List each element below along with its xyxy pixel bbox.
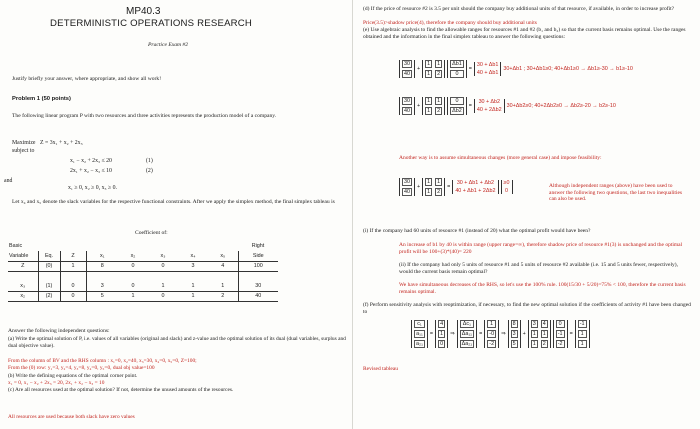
course-title: DETERMINISTIC OPERATIONS RESEARCH [50,18,253,29]
side-header: Side [238,251,278,261]
cell: 8 [86,261,118,271]
answer-a-2: From the (0) row: y₁=3, y₂=4, y₃=8, y₄=0, y₅=0, dual obj value=100 [8,365,155,371]
cell: 30 [404,98,410,104]
plus-sign: + [417,103,421,109]
range-b1-work [399,60,633,78]
variable-header: Variable [8,251,38,261]
cell: Δc₁ [460,320,475,328]
zero-vector [501,180,513,194]
cell: 1 [532,341,536,347]
cell: 3 [532,321,536,327]
range-b1-result: 30+Δb1 ; 30+Δb1≥0; 40+Δb1≥0 → Δb1≥-30 → b1≥-10 [503,66,633,72]
cell: 0 [148,261,178,271]
cell: 1 [178,281,208,291]
eq-num: (0) [38,261,60,271]
old-column-vector [508,320,521,348]
question-b: (b) Write the defining equations of the optimal corner point. [8,373,138,379]
cell: 30 [404,61,410,67]
cell: 0 [118,261,148,271]
cell: a₁₁ [414,330,425,338]
answer-i: An increase of b1 by 40 is within range (upper range=∞), therefore shadow price of resource #1(3) is unchanged and the optimal profit will be 100+(3)*(40)= 220 [399,242,683,255]
questions-heading: Answer the following independent questions: [8,328,110,334]
table-row [8,291,278,301]
cell: 1 [427,179,431,185]
cell: 40 + 2Δb2 [476,107,502,113]
revised-tableau-label: Revised tableau [363,366,398,372]
cell: 2 [542,341,546,347]
cell: ≥0 [503,180,510,186]
cell: 30 [404,179,410,185]
exam-title: Practice Exam #2 [148,42,189,48]
cell: 1 [437,179,441,185]
objective-function: Z = 3x₁ + x₂ + 2x₃ [40,140,83,146]
cell: 1 [578,330,587,338]
cell: 0 [440,341,444,347]
cell: 0 [118,281,148,291]
simultaneous-note: Another way is to assume simultaneous changes (more general case) and impose feasibility: [399,155,602,161]
result-vector [474,62,501,76]
delta-coef-vector [457,320,478,348]
answer-ii: We have simultaneous decreases of the RHS, so let's use the 100% rule. 100(15/30 + 5/20)=75% < 100, therefore the current basis remains optimal. [399,282,686,295]
arrow: ⇒ [501,331,506,337]
rhs-vector [399,97,415,115]
problem-intro: The following linear program P with two resources and three activities represents the production model of a company. [12,113,277,119]
col-header: x₂ [118,251,148,261]
delta-values-vector [484,320,499,348]
answer-d: Price(3.5)>shadow price(4), therefore the company should buy additional units [363,20,537,26]
cell: a₂₁ [416,341,423,347]
question-c: (c) Are all resources used at the optimal solution? If not, determine the unused amounts of the resources. [8,387,234,393]
cell: 5 [512,341,516,347]
result-vector [452,180,498,194]
cell: 1 [427,108,431,114]
cell: -2 [557,341,563,347]
cell: 30 + Δb1 [476,62,499,68]
cell: 1 [427,189,431,195]
equals-sign: = [468,66,472,72]
basic-var: x₂ [8,291,38,301]
final-tableau [8,241,278,302]
equals-sign: = [447,184,451,190]
multiplier-matrix [528,320,551,348]
table-row [8,281,278,291]
b-inverse [422,178,445,196]
constraint-2-number: (2) [146,168,153,174]
new-column-vector [575,320,590,348]
cell: 4 [542,321,546,327]
cell: 3 [178,261,208,271]
subject-to-label: subject to [12,148,35,154]
cell: 0 [148,291,178,301]
cell: -1 [579,321,585,327]
cell: 40 [404,71,410,77]
linear-program [12,139,212,194]
course-code: MP40.3 [126,6,161,17]
b-inverse [422,97,445,115]
cell: 1 [148,281,178,291]
question-f: (f) Perform sensitivity analysis with reoptimization, if necessary, to find the new optimal solution if the coefficients of activity #1 have been changed to [363,302,691,315]
plus-sign: + [417,184,421,190]
simultaneous-work [399,178,513,196]
cell: 1 [532,331,536,337]
col-header: x₄ [178,251,208,261]
cell: 40 [404,108,410,114]
cell: 2 [437,71,441,77]
cell: 1 [427,98,431,104]
rhs: 100 [238,261,278,271]
cell: 1 [542,331,546,337]
constraint-1-number: (1) [146,158,153,164]
cell: 2 [437,108,441,114]
eq-num: (1) [38,281,60,291]
independent-ranges-note: Although independent ranges (above) have been used to answer the following two questions, the last two inequalities can also be used. [549,183,683,203]
cell: 30 + Δb2 [478,99,501,105]
delta-vector [447,97,467,115]
cell: c₁ [414,320,425,328]
cell: 5 [86,291,118,301]
nonnegativity: x₁ ≥ 0, x₂ ≥ 0, x₃ ≥ 0. [68,185,117,191]
cell: 1 [118,291,148,301]
equals-sign: = [468,103,472,109]
delta-vector [447,60,467,78]
range-b2-result: 30+Δb2≥0; 40+2Δb2≥0 → Δb2≥-20 → b2≥-10 [506,103,616,109]
col-header: Z [60,251,86,261]
and-label: and [4,178,13,184]
cell: Δa₁₁ [460,330,475,338]
cell: -1 [557,331,563,337]
equals-sign: = [479,331,483,337]
cell: Δb2 [452,108,462,114]
coef-vector [411,320,428,348]
slack-description: Let x₄ and x₅ denote the slack variables for the respective functional constraints. After we apply the simplex method, the final simplex tableau is [12,199,335,205]
cell: 1 [427,71,431,77]
cell: 0 [60,281,86,291]
cell: 1 [60,261,86,271]
question-d: (d) If the price of resource #2 is 3.5 per unit should the company buy additional units of that resource, if available, in order to increase profit? [363,6,675,12]
range-b2-work [399,97,616,115]
cell: -2 [489,341,495,347]
cell: 3 [512,331,516,337]
coefficient-change-work [411,320,590,348]
cell: 0 [556,320,565,328]
cell: 1 [487,320,496,328]
cell: 8 [512,321,516,327]
constraint-2: 2x₁ + x₂ − x₃ ≤ 10 [70,168,112,174]
result-vector [474,99,505,113]
cell: 30 + Δb1 + Δb2 [456,180,494,186]
answer-c: All resources are used because both slack have zero values [8,414,135,420]
basic-var: Z [8,261,38,271]
rhs: 40 [238,291,278,301]
answer-a-1: From the column of BV and the RHS column : x₁=0, x₂=40, x₃=30, x₄=0, x₅=0, Z=100; [8,358,197,364]
change-vector [553,320,568,348]
cell: 0 [505,188,508,194]
cell: Δb1 [452,61,462,67]
equals-sign: = [569,331,573,337]
equals-sign: = [429,331,434,337]
cell: 40 + Δb1 [476,70,499,76]
rhs-vector [399,60,415,78]
question-ii: (ii) If the company had only 5 units of resource #1 and 5 units of resource #2 available (i.e. 15 and 5 units fewer, respectively), would the current basis remain optimal? [399,262,678,275]
cell: 1 [437,61,441,67]
constraint-1: x₁ − x₂ + 2x₃ ≤ 20 [70,158,112,164]
eq-num: (2) [38,291,60,301]
rhs-vector [399,178,415,196]
eq-header: Eq. [38,251,60,261]
answer-b: x₁ = 0, x₁ − x₂ + 2x₃ = 20, 2x₁ + x₂ − x₃ = 10 [8,380,105,386]
cell: 0 [450,97,464,105]
cell: 4 [208,261,238,271]
cell: 40 + Δb1 + 2Δb2 [455,188,496,194]
cell: 3 [86,281,118,291]
new-coef-vector [435,320,448,348]
cell: 1 [437,98,441,104]
cell: 2 [208,291,238,301]
cell: 1 [208,281,238,291]
cell: 0 [450,70,464,78]
col-header: x₁ [86,251,118,261]
basic-header: Basic [9,243,23,249]
maximize-label: Maximize [12,140,36,146]
cell: 1 [440,331,444,337]
problem-heading: Problem 1 (50 points) [12,96,71,102]
instructions: Justify briefly your answer, where appropriate, and show all work! [12,76,162,82]
right-header: Right [251,243,265,249]
arrow: ⇒ [450,331,455,337]
coefficient-label: Coefficient of: [135,230,168,236]
question-i: (i) If the company had 60 units of resource #1 (instead of 20) what the optimal profit would have been? [363,228,591,234]
plus-sign: + [417,66,421,72]
cell: 0 [60,291,86,301]
cell: 40 [404,189,410,195]
cell: 1 [427,61,431,67]
plus-sign: + [522,331,526,337]
question-e: (e) Use algebraic analysis to find the allowable ranges for resources #1 and #2 (b₁ and b₂) so that the current basis remains optimal. Use the ranges obtained and the information in the final simplex tableau to answer the following questions: [363,27,686,40]
cell: 1 [578,340,587,348]
rhs: 30 [238,281,278,291]
question-a: (a) Write the optimal solution of P, i.e. values of all variables (original and slack) and z-value and the optimal solution of its dual (dual variables, surplus and dual objective value). [8,336,346,349]
col-header: x₃ [148,251,178,261]
cell: 4 [440,321,444,327]
cell: 1 [178,291,208,301]
cell: 2 [437,189,441,195]
b-inverse [422,60,445,78]
table-row [8,261,278,271]
basic-var: x₃ [8,281,38,291]
cell: -0 [489,331,495,337]
col-header: x₅ [208,251,238,261]
right-page [352,0,700,429]
cell: Δa₂₁ [461,341,473,347]
